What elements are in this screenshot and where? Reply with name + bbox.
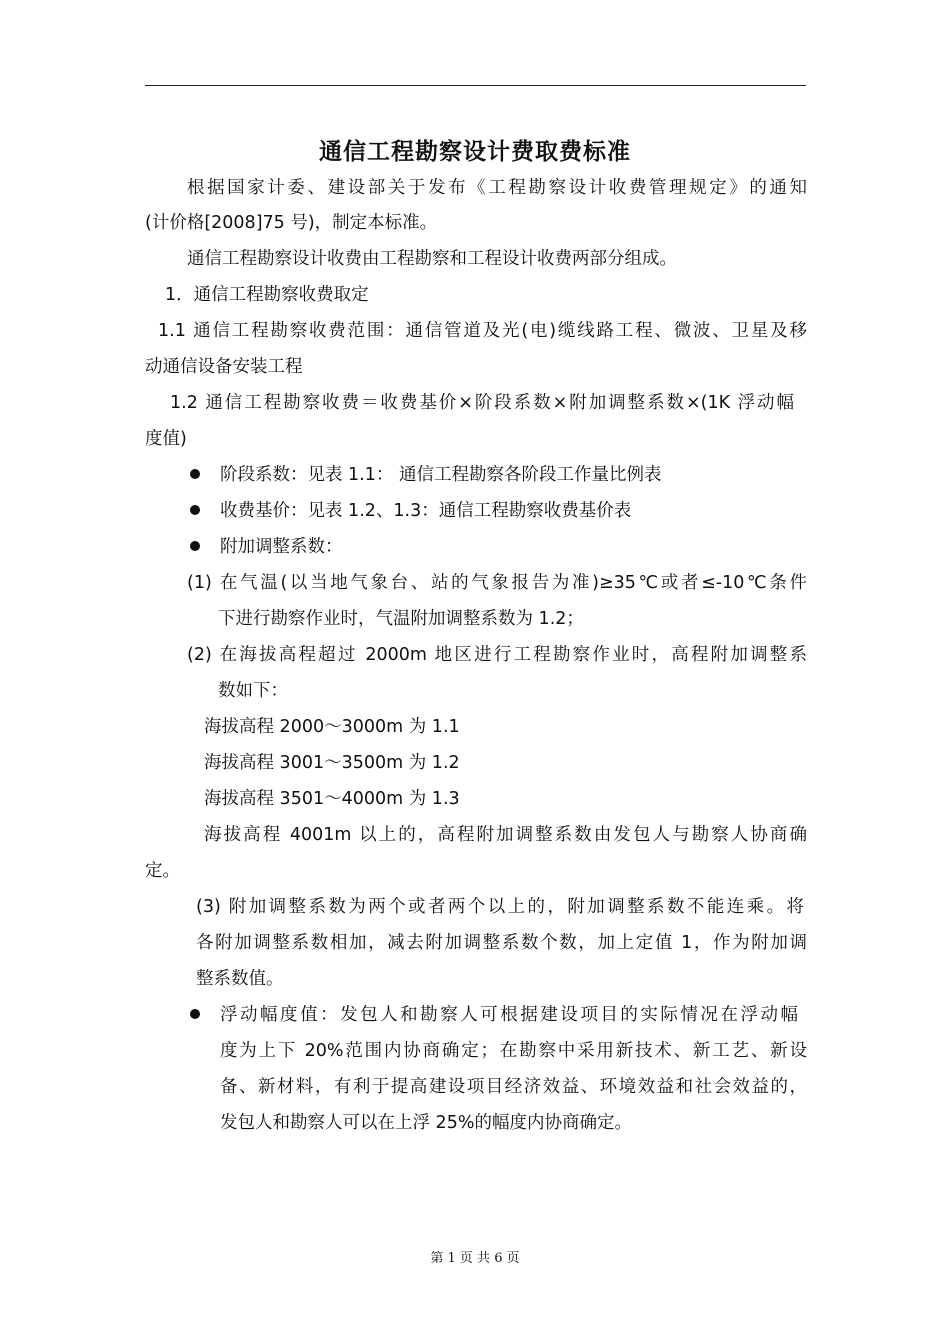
altitude-row-4-line-1: 海拔高程 4001m 以上的，高程附加调整系数由发包人与勘察人协商确 [204, 825, 807, 845]
intro-line-1: 根据国家计委、建设部关于发布《工程勘察设计收费管理规定》的通知 [187, 178, 807, 198]
item-1-line-2: 下进行勘察作业时，气温附加调整系数为 1.2； [218, 609, 584, 629]
bullet-dot-icon [190, 469, 200, 479]
altitude-row-2: 海拔高程 3001～3500m 为 1.2 [204, 753, 460, 773]
section-1-heading: 1．通信工程勘察收费取定 [165, 285, 369, 305]
bullet-dot-icon [190, 1009, 200, 1019]
document-title: 通信工程勘察设计费取费标准 [319, 139, 631, 165]
item-1-line-1: (1) 在气温(以当地气象台、站的气象报告为准)≥35℃或者≤-10℃条件 [187, 573, 807, 593]
float-line-4: 发包人和勘察人可以在上浮 25%的幅度内协商确定。 [220, 1113, 632, 1133]
header-rule [145, 85, 806, 86]
bullet-dot-icon [190, 541, 200, 551]
altitude-row-4-line-2: 定。 [145, 861, 180, 881]
section-1-2-line-1: 1.2 通信工程勘察收费＝收费基价×阶段系数×附加调整系数×(1K 浮动幅 [170, 393, 794, 413]
float-line-1: 浮动幅度值：发包人和勘察人可根据建设项目的实际情况在浮动幅 [220, 1005, 798, 1025]
bullet-base-price: 收费基价：见表 1.2、1.3：通信工程勘察收费基价表 [220, 501, 632, 521]
item-3-line-2: 各附加调整系数相加，减去附加调整系数个数，加上定值 1，作为附加调 [196, 933, 807, 953]
float-line-3: 备、新材料，有利于提高建设项目经济效益、环境效益和社会效益的， [220, 1077, 807, 1097]
bullet-adjustment-coefficient: 附加调整系数： [220, 537, 343, 557]
bullet-dot-icon [190, 505, 200, 515]
altitude-row-3: 海拔高程 3501～4000m 为 1.3 [204, 789, 460, 809]
intro-line-3: 通信工程勘察设计收费由工程勘察和工程设计收费两部分组成。 [187, 249, 677, 269]
section-1-1-line-2: 动通信设备安装工程 [145, 357, 303, 377]
section-1-2-line-2: 度值) [145, 429, 187, 449]
item-3-line-1: (3) 附加调整系数为两个或者两个以上的，附加调整系数不能连乘。将 [196, 897, 804, 917]
section-1-1-line-1: 1.1 通信工程勘察收费范围：通信管道及光(电)缆线路工程、微波、卫星及移 [158, 321, 807, 341]
altitude-row-1: 海拔高程 2000～3000m 为 1.1 [204, 717, 460, 737]
bullet-stage-coefficient: 阶段系数：见表 1.1： 通信工程勘察各阶段工作量比例表 [220, 465, 662, 485]
intro-line-2: (计价格[2008]75 号)，制定本标准。 [145, 213, 438, 233]
item-2-line-2: 数如下： [218, 681, 288, 701]
float-line-2: 度为上下 20%范围内协商确定；在勘察中采用新技术、新工艺、新设 [220, 1041, 807, 1061]
item-2-line-1: (2) 在海拔高程超过 2000m 地区进行工程勘察作业时，高程附加调整系 [187, 645, 807, 665]
page-footer: 第 1 页 共 6 页 [430, 1251, 520, 1266]
item-3-line-3: 整系数值。 [196, 969, 284, 989]
